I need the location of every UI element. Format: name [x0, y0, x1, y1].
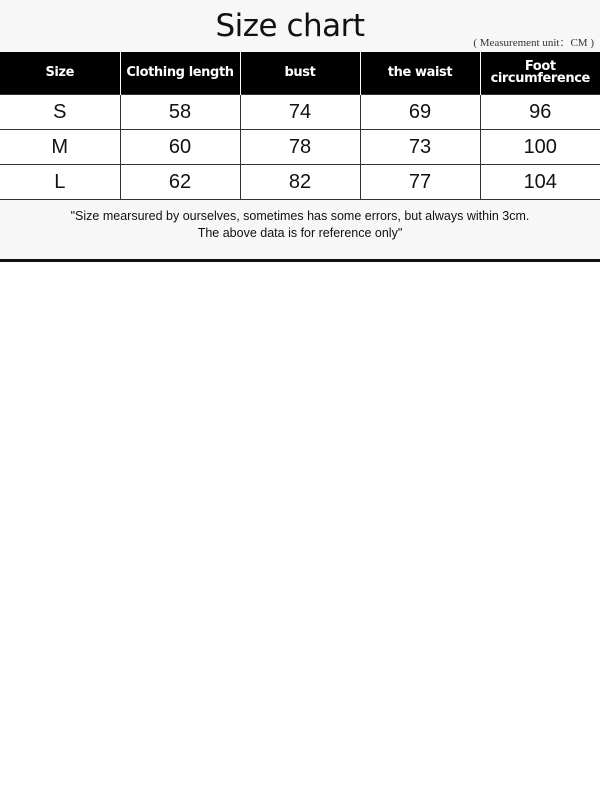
cell-clothing-length: 62 [120, 165, 240, 200]
cell-clothing-length: 58 [120, 95, 240, 130]
cell-bust: 82 [240, 165, 360, 200]
cell-bust: 78 [240, 130, 360, 165]
cell-waist: 73 [360, 130, 480, 165]
cell-clothing-length: 60 [120, 130, 240, 165]
header-foot-circumference: Foot circumference [480, 52, 600, 95]
cell-size: L [0, 165, 120, 200]
chart-title: Size chart [215, 8, 365, 44]
header-bust: bust [240, 52, 360, 95]
table-row [0, 95, 600, 130]
bottom-divider [0, 259, 600, 262]
cell-size: M [0, 130, 120, 165]
table-row [0, 165, 600, 200]
measurement-unit-note: ( Measurement unit：CM ) [473, 37, 594, 49]
measurement-disclaimer [0, 208, 600, 242]
cell-waist: 69 [360, 95, 480, 130]
table-row [0, 130, 600, 165]
header-waist: the waist [360, 52, 480, 95]
cell-bust: 74 [240, 95, 360, 130]
header-size: Size [0, 52, 120, 95]
cell-waist: 77 [360, 165, 480, 200]
cell-foot-circumference: 104 [480, 165, 600, 200]
header-clothing-length: Clothing length [120, 52, 240, 95]
header-row [0, 52, 600, 95]
disclaimer-line-1: "Size mearsured by ourselves, sometimes has some errors, but always within 3cm. [70, 209, 530, 223]
size-table [0, 52, 600, 200]
size-chart-panel [0, 0, 600, 260]
disclaimer-line-2: The above data is for reference only" [197, 226, 403, 240]
cell-foot-circumference: 96 [480, 95, 600, 130]
cell-size: S [0, 95, 120, 130]
cell-foot-circumference: 100 [480, 130, 600, 165]
